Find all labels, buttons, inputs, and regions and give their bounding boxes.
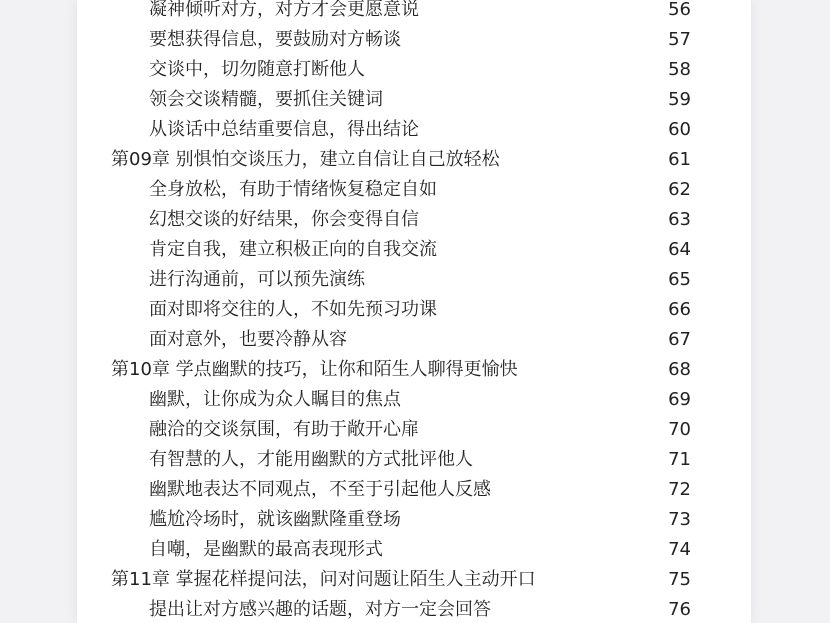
toc-page-number: 65 — [668, 269, 691, 290]
toc-entry-title: 幻想交谈的好结果，你会变得自信 — [149, 209, 419, 230]
toc-page-number: 71 — [668, 449, 691, 470]
toc-section-entry[interactable] — [77, 235, 751, 265]
toc-entry-title: 第09章 别惧怕交谈压力，建立自信让自己放轻松 — [111, 149, 500, 170]
toc-entry-title: 凝神倾听对方，对方才会更愿意说 — [149, 0, 419, 20]
toc-section-entry[interactable] — [77, 535, 751, 565]
toc-section-entry[interactable] — [77, 205, 751, 235]
toc-page-number: 68 — [668, 359, 691, 380]
toc-page-number: 69 — [668, 389, 691, 410]
toc-section-entry[interactable] — [77, 475, 751, 505]
toc-section-entry[interactable] — [77, 25, 751, 55]
toc-page-number: 62 — [668, 179, 691, 200]
toc-page-number: 61 — [668, 149, 691, 170]
toc-entry-title: 要想获得信息，要鼓励对方畅谈 — [149, 29, 401, 50]
toc-section-entry[interactable] — [77, 445, 751, 475]
toc-page-number: 72 — [668, 479, 691, 500]
toc-entry-title: 幽默地表达不同观点，不至于引起他人反感 — [149, 479, 491, 500]
toc-section-entry[interactable] — [77, 295, 751, 325]
toc-section-entry[interactable] — [77, 325, 751, 355]
toc-entry-title: 提出让对方感兴趣的话题，对方一定会回答 — [149, 599, 491, 620]
toc-section-entry[interactable] — [77, 0, 751, 25]
toc-chapter-entry[interactable] — [77, 145, 751, 175]
toc-page-number: 76 — [668, 599, 691, 620]
toc-page-number: 59 — [668, 89, 691, 110]
toc-page-number: 73 — [668, 509, 691, 530]
toc-entry-title: 幽默，让你成为众人瞩目的焦点 — [149, 389, 401, 410]
toc-page-number: 67 — [668, 329, 691, 350]
toc-section-entry[interactable] — [77, 55, 751, 85]
toc-entry-title: 面对即将交往的人，不如先预习功课 — [149, 299, 437, 320]
toc-entry-title: 从谈话中总结重要信息，得出结论 — [149, 119, 419, 140]
toc-section-entry[interactable] — [77, 115, 751, 145]
toc-entry-title: 进行沟通前，可以预先演练 — [149, 269, 365, 290]
toc-section-entry[interactable] — [77, 85, 751, 115]
toc-entry-title: 自嘲，是幽默的最高表现形式 — [149, 539, 383, 560]
toc-entry-title: 肯定自我，建立积极正向的自我交流 — [149, 239, 437, 260]
toc-entry-title: 全身放松，有助于情绪恢复稳定自如 — [149, 179, 437, 200]
toc-page-number: 66 — [668, 299, 691, 320]
table-of-contents — [77, 0, 751, 623]
toc-section-entry[interactable] — [77, 505, 751, 535]
toc-page-number: 57 — [668, 29, 691, 50]
toc-page-number: 60 — [668, 119, 691, 140]
toc-page-number: 74 — [668, 539, 691, 560]
toc-page-number: 75 — [668, 569, 691, 590]
toc-section-entry[interactable] — [77, 385, 751, 415]
toc-entry-title: 交谈中，切勿随意打断他人 — [149, 59, 365, 80]
toc-chapter-entry[interactable] — [77, 565, 751, 595]
toc-page-number: 63 — [668, 209, 691, 230]
toc-section-entry[interactable] — [77, 265, 751, 295]
toc-page-number: 56 — [668, 0, 691, 20]
toc-entry-title: 融洽的交谈氛围，有助于敞开心扉 — [149, 419, 419, 440]
toc-chapter-entry[interactable] — [77, 355, 751, 385]
toc-section-entry[interactable] — [77, 175, 751, 205]
toc-page-number: 70 — [668, 419, 691, 440]
document-page — [77, 0, 751, 623]
toc-entry-title: 领会交谈精髓，要抓住关键词 — [149, 89, 383, 110]
toc-section-entry[interactable] — [77, 595, 751, 623]
toc-entry-title: 第10章 学点幽默的技巧，让你和陌生人聊得更愉快 — [111, 359, 518, 380]
toc-entry-title: 面对意外，也要冷静从容 — [149, 329, 347, 350]
toc-page-number: 58 — [668, 59, 691, 80]
toc-page-number: 64 — [668, 239, 691, 260]
toc-entry-title: 尴尬冷场时，就该幽默隆重登场 — [149, 509, 401, 530]
toc-section-entry[interactable] — [77, 415, 751, 445]
toc-entry-title: 有智慧的人，才能用幽默的方式批评他人 — [149, 449, 473, 470]
toc-entry-title: 第11章 掌握花样提问法，问对问题让陌生人主动开口 — [111, 569, 536, 590]
